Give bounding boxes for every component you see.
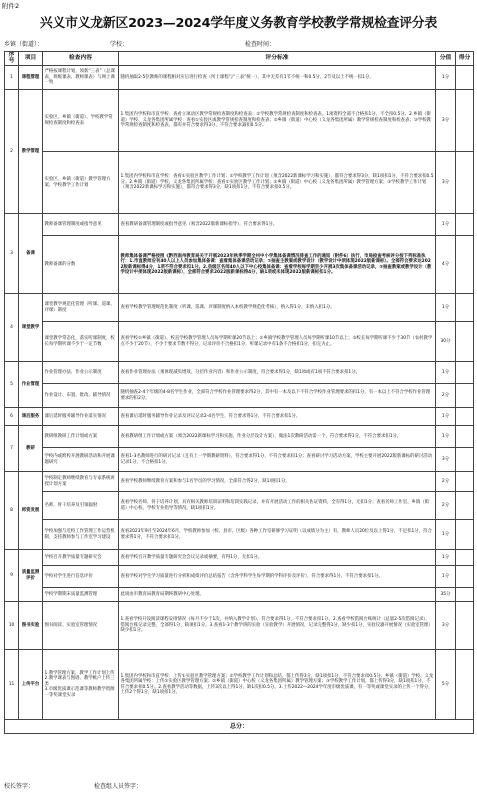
principal-signature-field[interactable]: 校长签字： [4,783,35,790]
score-cell[interactable] [456,550,474,566]
row-content: 学校对学生进行信息评价 [43,566,119,588]
table-row [5,90,474,152]
score-cell[interactable] [456,322,474,362]
date-field[interactable]: 检查时间： [245,41,276,48]
score-cell[interactable] [456,384,474,408]
row-number: 11 [5,650,19,720]
category-label: 上传平台 [19,650,43,720]
row-standard: 查看学校召开教学质量专题研究会会议记录或摘要，有得1分，无扣1分。 [119,550,436,566]
row-content: 作业设计、布置、批改、辅导情况 [43,384,119,408]
score-cell[interactable] [456,214,474,236]
row-standard: 1.查看学校开设阅读课程安排情况（每月不少于1次，并纳入教学计划），符合要求得1分，不符合要求扣1分。2.查看学校借阅台账统计（总量2-5次借阅记录），借阅台账记录完整，全部得1分，缺项扣1分。3.查看1-3个教学班的实验（实验教学）开展情况，记录完整得1分，缺少扣1分，实验仪器开展情况（实验室管理）缺少扣1分。 [119,602,436,650]
row-points: 4分 [436,236,456,294]
meta-row [0,39,477,51]
row-points: 1分 [436,426,456,448]
table-row [5,408,474,426]
table-row [5,214,474,236]
table-header-row [5,52,474,66]
row-content: 严格按课程计划，领新“三表”（总课表、班级课表、教师课表）与网上课一致 [43,66,119,90]
row-number: 3 [5,214,19,294]
row-content: 课堂教学规范化管理（听课、巡课、评课）制度 [43,294,119,322]
score-cell[interactable] [456,362,474,384]
row-content: 名师、骨干培养及引领辐射 [43,492,119,520]
score-cell[interactable] [456,602,474,650]
row-points: 3分 [436,448,456,472]
score-cell[interactable] [456,426,474,448]
township-field[interactable]: 乡镇（街道）： [4,41,44,48]
row-points: 2分 [436,492,456,520]
score-cell[interactable] [456,236,474,294]
table-row [5,520,474,550]
row-points: 35分 [436,588,456,602]
score-cell[interactable] [456,472,474,492]
header-points: 分值 [436,52,456,66]
score-cell[interactable] [456,152,474,214]
row-points: 1分 [436,408,456,426]
row-standard: 查看作业管理办法（须体现减负增效、分层作业内容）和作业公示制度，符合要求得1分，缺1项或有1项不符合要求扣1分。 [119,362,436,384]
row-standard: 查看学校名师、骨干培养计划、具有相关教师培训证明和培训实践记录，并有开展活动工作的相关佐证资料，全有得1分，无扣1分；查看名师工作室、乡镇（街道）中心校、学校专业指导等情况，缺1项扣1分。 [119,492,436,520]
header-no: 序号 [5,52,19,66]
attachment-label: 附件2 [2,2,20,10]
row-points: 3分 [436,90,456,152]
total-row [5,720,474,734]
row-content: 学校内或跨校开展教研活动和开展课题研究 [43,448,119,472]
row-standard: 教师集体备课严格按照《黔西南州教育局关于开展2023年秋季学期全州中小学集体备课情况排查工作的通知（附件6）执行，市局检查考核评分按下列标准执行：1.市直教师应有40人以上人员参加集体备课：查看集体备课活动记录；②抽查主教案或教学设计（教学设计中须体现2022版新课标）。全部符合要求达2022版新课标得4分，1项不符合要求扣1分。2.县级区名师40人以下中心校集体备课：查看学校每学期至少开展3次集体备课活动记录，②抽查教案或教学设计（教学设计中须体现2022版新课标），全部符合要求2022版新课标得4分，缺1项或未体现2022版新课标扣1分。 [119,236,436,294]
row-standard: 随机抽查2-4个年级的4-8名学生作业，全部符合学校作业管理要求得2分，其中有一本及以下不符合学校作业管理要求的扣1分，有一本以上不符合学校作业管理要求的扣2分。 [119,384,436,408]
row-standard: 1.集团内学校和市直学校：查看①实验区教学工作计划；②学校教学工作计划（须含2022新课标学习和实施），都符合要求得3分，缺1项扣1分，不符合要求扣0.5分。2.乡镇（街道）学校、义龙各集团所属学校：查看①实验区教学工作计划；②乡镇（街道）中心校（义龙各集团所属）教学管理方案；③学校教学工作计划（须含2022新课标学习和实施），都符合要求得3分，缺1项扣1分，不符合要求扣0.5分。 [119,152,436,214]
row-content: 教师备课管理制度或指导意见 [43,214,119,236]
score-cell[interactable] [456,66,474,90]
row-standard: 此项由市教育局教育局期终教研中心处理。 [119,588,436,602]
row-content: 教研组教研工作计划或方案 [43,426,119,448]
score-cell[interactable] [456,294,474,322]
row-number: 5 [5,362,19,408]
row-number: 4 [5,294,19,362]
row-standard: 查看学校①乡镇（街道）、校直学校教学管理人员每学期听课20节以上；②乡镇学校教学管理人员每学期听课10节以上；③校长每学期听课不少于30节（农村教学点不少于20节），不少于要求节数不得分，记录评价不合格扣1分，听课记录中有1条不合格扣1分，扣完为止。 [119,322,436,362]
row-points: 1分 [436,362,456,384]
total-label: 总分： [5,720,474,734]
row-standard: 查看学校教学管理规范化制度（听课、巡课、评课制度纳入本校教学规范化考核），纳入得1分，未纳入扣1分。 [119,294,436,322]
table-row [5,362,474,384]
row-content: 实验区、乡镇（街道）、学校教学常规检查制度和检查表 [43,90,119,152]
page-title: 兴义市义龙新区2023—2024学年度义务教育学校教学常规检查评分表 [39,16,438,31]
category-label: 师资发展 [19,472,43,550]
row-points: 1分 [436,214,456,236]
row-number: 9 [5,550,19,602]
row-points: 2分 [436,384,456,408]
row-content: 学校制定教师继续教育与专家系统讲授计划方案 [43,472,119,492]
header-project: 项目 [19,52,43,66]
row-number: 6 [5,408,19,426]
category-label: 图书实验 [19,602,43,650]
row-content: 实验区、乡镇（街道）教学管理方案、学校教学工作计划 [43,152,119,214]
table-row [5,650,474,720]
row-standard: 查看1-3名教师进行的研讨记录（且有上一学期教研资料），符合要求得1分，不符合要求扣1分；查看研讨学习活动方案，学校主要开展2022版新课标的研讨活动记录1分，不合格扣1分。 [119,448,436,472]
category-label: 备课 [19,214,43,294]
table-row [5,384,474,408]
table-row [5,426,474,448]
row-content: 作业管理办法、作业公示制度 [43,362,119,384]
row-standard: 1.集团内学校和市直学校：上传①实验区教学管理方案；②学校教学工作计划和总结，都上传得3分，缺1项扣1分，不符合要求扣0.5分；乡镇（街道）学校、义龙各集团所属学校：上传①实验区教学管理方案；②乡镇（街道）中心校（义龙各集团所属）教学管理方案；③学校教学工作计划，都上传得3分，缺1项扣1分，不符合要求扣0.5分。2.查看教学活动等数据，上传3次以上得1分，缺1次扣0.5分。3.上传2022—2024学年度市级优质课，有一等奖或课堂实录的上传一个得分，上传2个得1分，缺1项扣1分。 [119,650,436,720]
score-cell[interactable] [456,520,474,550]
row-points: 1分 [436,566,456,588]
score-table [4,51,474,734]
score-cell[interactable] [456,588,474,602]
table-row [5,550,474,566]
row-standard: 随机抽取2-5位教师的课程相对应后进行检查（所上课程与“三表”统一），其中无差有1节不统一和0.5分，2节及以上不统一扣1分。 [119,66,436,90]
table-row [5,588,474,602]
row-points: 1分 [436,66,456,90]
table-row [5,322,474,362]
row-content: 教师备课的分数 [43,236,119,294]
row-content: 图书阅读、实验室管理情况 [43,602,119,650]
category-label: 教研 [19,426,43,472]
row-standard: 1.集团内学校和市直学校：查看立项动区教学常规检查制度和检查表；②学校教学常规检查制度和检查表。1项资料全部不合格扣1分，不全扣0.5分。2.乡镇（街道）学校、义龙各集团所属学校：查看①实验区或教学常规检查制度和检查表；②乡镇（街道）中心校（义龙各集团所属）教学常规检查制度和检查表；③学校教学常规检查制度和检查表，都有并符合要求得3分，不符合要求减扣0.5分。 [119,90,436,152]
row-number: 10 [5,602,19,650]
header-standard: 评分标准 [119,52,436,66]
table-row [5,448,474,472]
table-row [5,66,474,90]
row-standard: 查看学校对学生学习质量进行分析和成绩评价总结报告（含各学科学生每学期的学科评价及评价），符合要求得1分，不符合要求扣1分。 [119,566,436,588]
row-points: 3分 [436,602,456,650]
row-points: 1分 [436,294,456,322]
score-cell[interactable] [456,90,474,152]
row-content: 课堂教学常态化，落实听课制度，校长每学期听课不少于一定节数 [43,322,119,362]
row-content: 学校召开教学质量专题研究会 [43,550,119,566]
table-row [5,492,474,520]
category-label: 作业管理 [19,362,43,408]
row-points: 1分 [436,520,456,550]
score-cell[interactable] [456,650,474,720]
score-cell[interactable] [456,408,474,426]
table-row [5,294,474,322]
row-standard: 查看课后延时服务辅导作业记录及评议记录2-4名学生，符合要求得1分，不符合要求扣1分。 [119,408,436,426]
table-row [5,472,474,492]
score-cell[interactable] [456,566,474,588]
row-number: 2 [5,90,19,214]
row-points: 3分 [436,152,456,214]
inspector-signature-field[interactable]: 检查组人员签字： [94,783,143,790]
row-standard: 查看学校教师继续教育方案和参与1名学员的学习情况，全部符合得2分，缺1项扣1分。 [119,472,436,492]
row-number: 1 [5,66,19,90]
row-content: 课后延时服务辅导作业落实情况 [43,408,119,426]
row-number: 8 [5,472,19,550]
row-points: 1分 [436,550,456,566]
table-row [5,602,474,650]
category-label: 质量监测评价 [19,550,43,602]
row-points: 2分 [436,472,456,492]
category-label: 课堂教学 [19,294,43,362]
row-content: 1.教学管理方案、教学工作计划上传 2.教学课表与图谱、教学帐户上传三类 3.市级优质课示范课等教师教学资源一等奖课堂实录 [43,650,119,720]
row-content: 学校加强与近校工作管理工作运营机制，支持教师参与工作室学习建设 [43,520,119,550]
row-standard: 查看2023年9月至2024年6月，学校教师参加（校、县市、区级）各种工作室研修学习证明（以成绩分为主）有，教师人员20位及以上得1分，不足扣1分，符合要求得1分，不符合要求扣1分。 [119,520,436,550]
table-row [5,566,474,588]
table-row [5,152,474,214]
row-number: 7 [5,426,19,472]
row-points: 30分 [436,322,456,362]
category-label: 课程管理 [19,66,43,90]
row-standard: 查看教研组工作计划或方案（须含2022新课标学习和实施，作业分层设计方案），做法1次教研活动需一个，符合要求得1分，不符合要求扣1分。 [119,426,436,448]
score-cell[interactable] [456,492,474,520]
school-field[interactable]: 学校： [110,41,129,48]
header-content: 检查内容 [43,52,119,66]
category-label: 课后服务 [19,408,43,426]
row-content: 学校学期期末质量监测管理 [43,588,119,602]
score-cell[interactable] [456,448,474,472]
row-points: 5分 [436,650,456,720]
table-row [5,236,474,294]
signature-row [4,781,473,793]
header-score: 得分 [456,52,474,66]
row-standard: 查看教研备课管理制度或指导意见（须含2022版新课标指导），符合要求得1分。 [119,214,436,236]
category-label: 教学管理 [19,90,43,214]
